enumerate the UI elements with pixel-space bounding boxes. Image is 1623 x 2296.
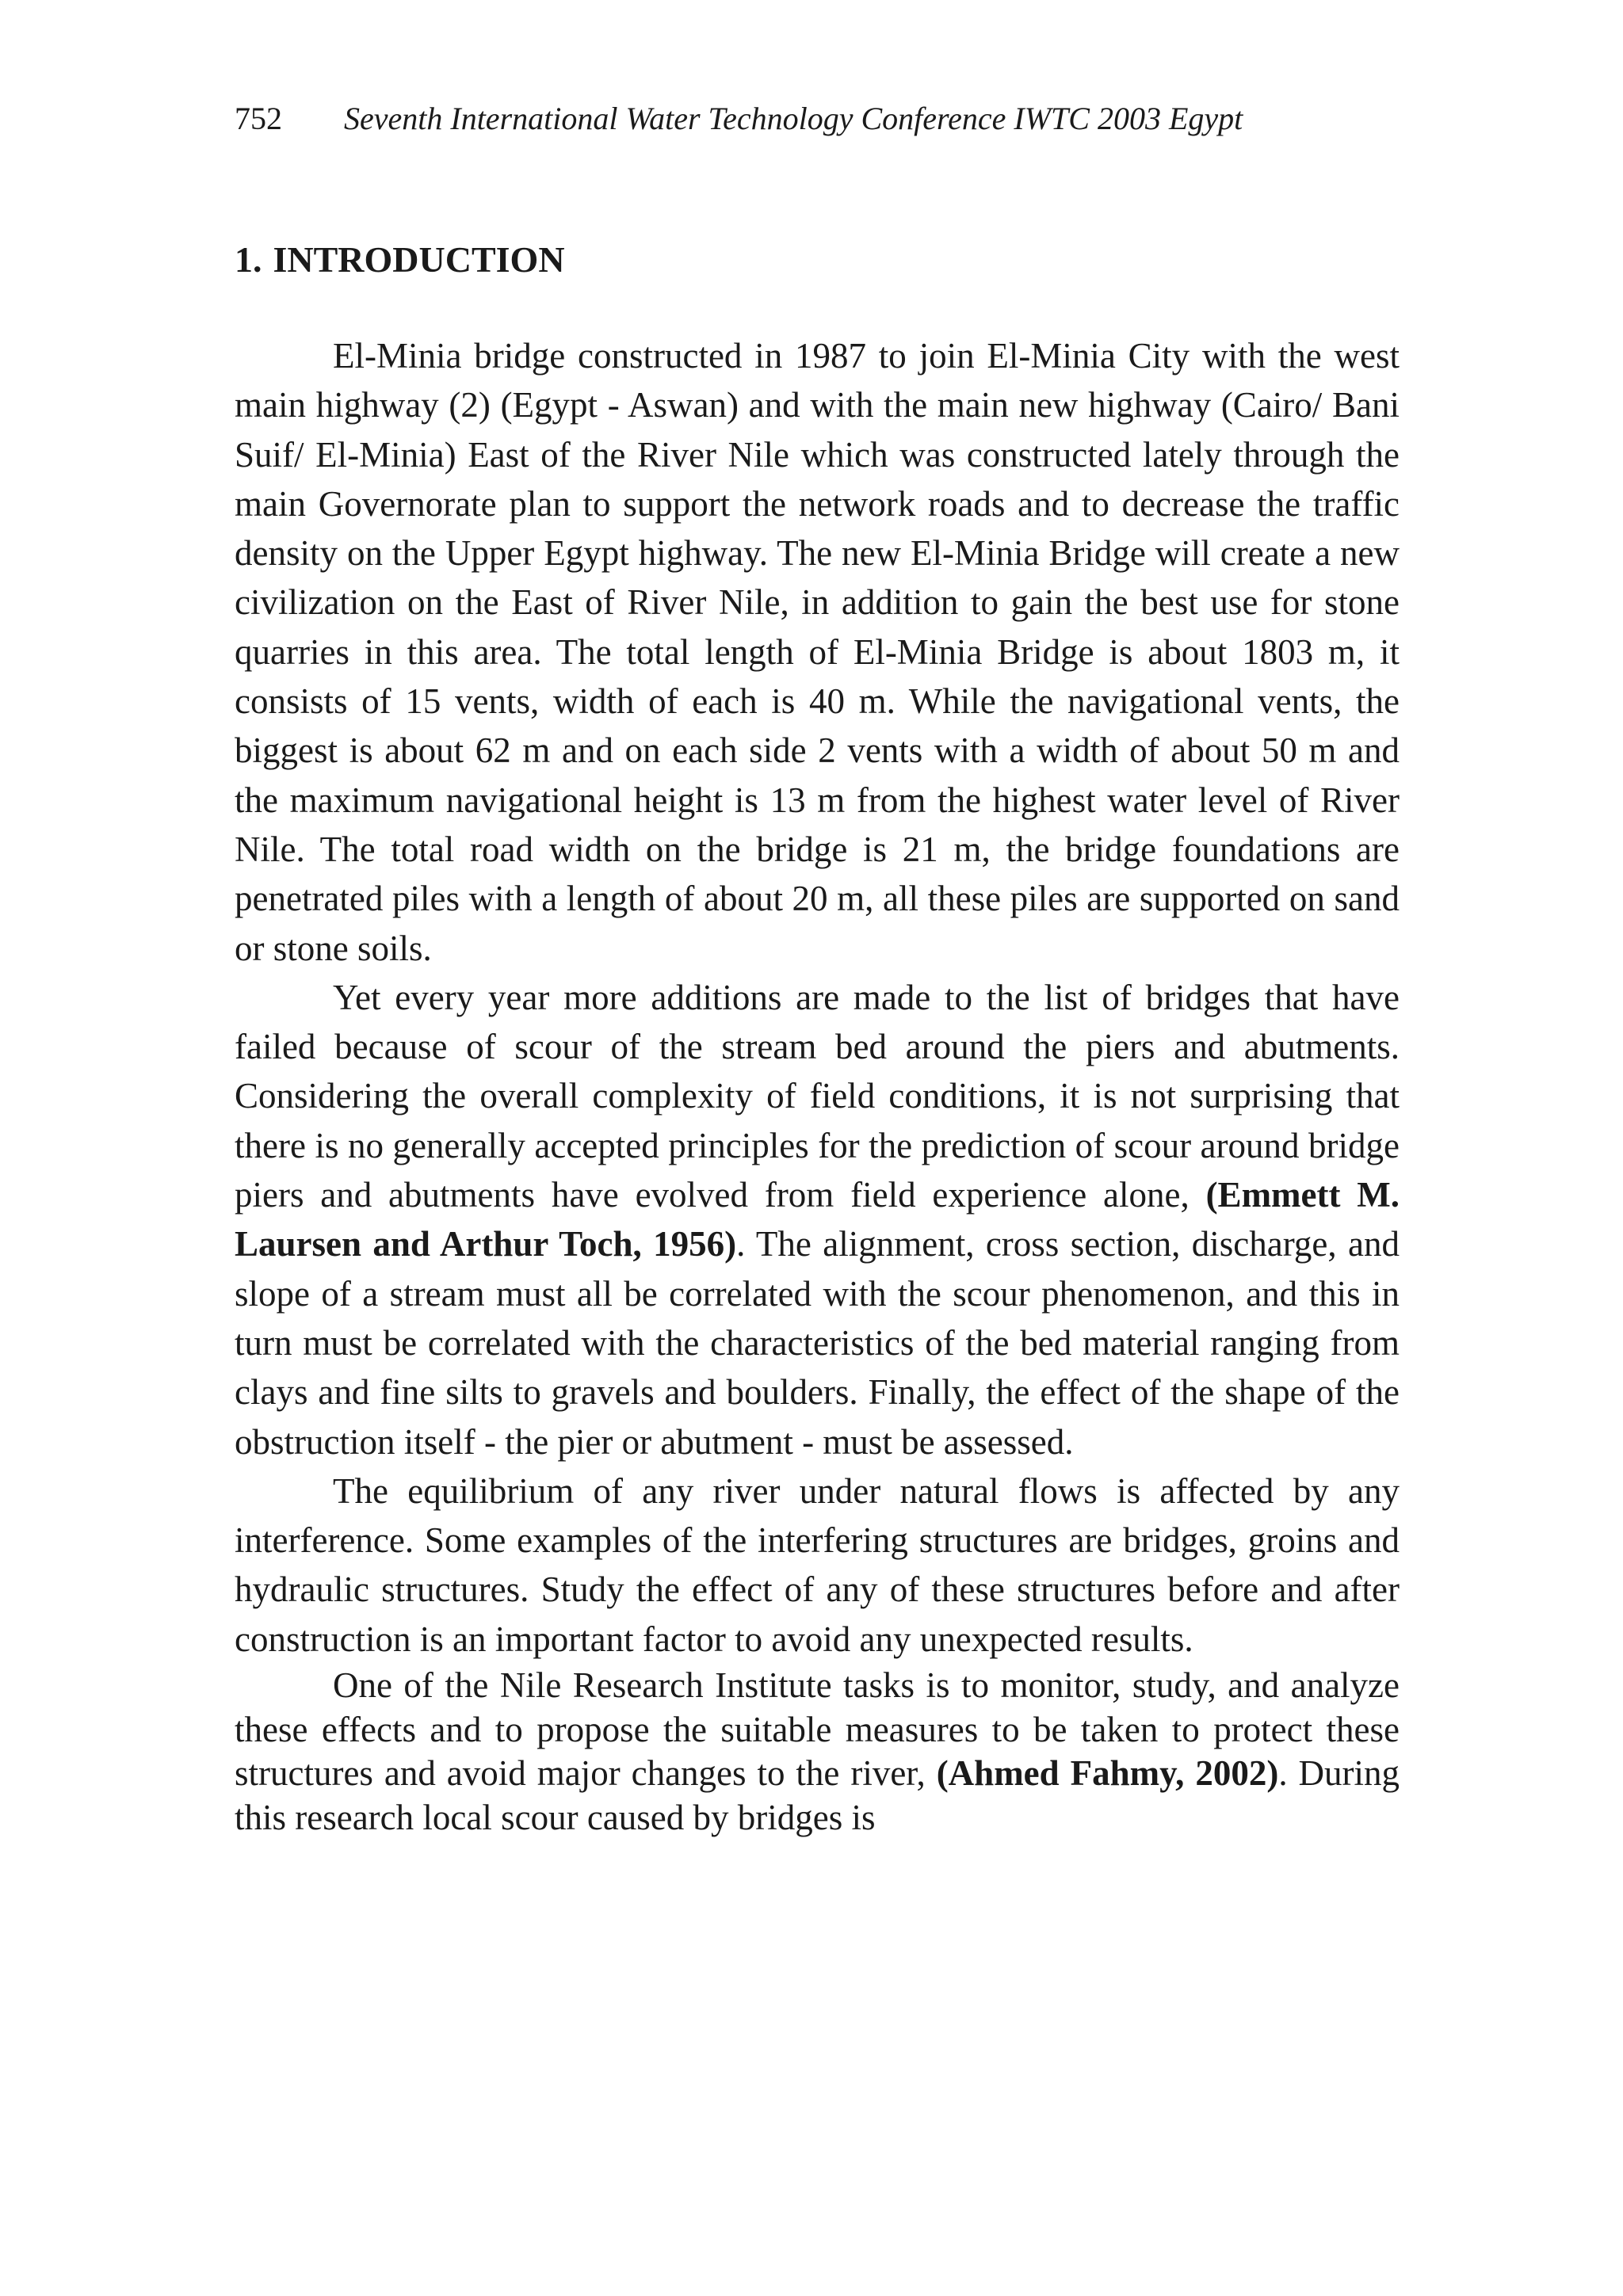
body-text [235,331,1400,1840]
section-heading [235,231,565,288]
paragraph-text: . The alignment, cross section, discharge, and slope of a stream must all be correlated with the scour phenomenon, and this in turn must be correlated with the characteristics of the bed material ranging from clays and fine silts to gravels and boulders. Finally, the effect of the shape of the obstruction itself - the pier or abutment - must be assessed. [235,1224,1400,1462]
paragraph [235,1664,1400,1840]
page-number: 752 [235,101,282,136]
section-title: INTRODUCTION [273,239,565,280]
section-number: 1. [235,239,262,280]
citation: (Ahmed Fahmy, 2002) [936,1753,1279,1794]
conference-title: Seventh International Water Technology Conference IWTC 2003 Egypt [344,101,1243,136]
citation: (Emmett M. Laursen and Arthur Toch, 1956) [235,1175,1400,1264]
running-header [235,95,1407,143]
paragraph-text: One of the Nile Research Institute tasks is to monitor, study, and analyze these effects and to propose the suitable measures to be taken to protect these structures and avoid major changes to the river, [235,1665,1400,1794]
paragraph: El-Minia bridge constructed in 1987 to join El-Minia City with the west main highway (2) (Egypt - Aswan) and with the main new highway (Cairo/ Bani Suif/ El-Minia) East of the River Nile which was constructed lately through the main Governorate plan to support the network roads and to decrease the traffic density on the Upper Egypt highway. The new El-Minia Bridge will create a new civilization on the East of River Nile, in addition to gain the best use for stone quarries in this area. The total length of El-Minia Bridge is about 1803 m, it consists of 15 vents, width of each is 40 m. While the navigational vents, the biggest is about 62 m and on each side 2 vents with a width of about 50 m and the maximum navigational height is 13 m from the highest water level of River Nile. The total road width on the bridge is 21 m, the bridge foundations are penetrated piles with a length of about 20 m, all these piles are supported on sand or stone soils. [235,336,1400,968]
paragraph [235,973,1400,1466]
paragraph-text: Yet every year more additions are made to the list of bridges that have failed because of scour of the stream bed around the piers and abutments. Considering the overall complexity of field conditions, it is not surprising that there is no generally accepted principles for the prediction of scour around bridge piers and abutments have evolved from field experience alone, [235,977,1400,1215]
paragraph-text: . During this research local scour caused by bridges is [235,1753,1400,1837]
paragraph: The equilibrium of any river under natural flows is affected by any interference. Some examples of the interfering structures are bridges, groins and hydraulic structures. Study the effect of any of these structures before and after construction is an important factor to avoid any unexpected results. [235,1470,1400,1659]
